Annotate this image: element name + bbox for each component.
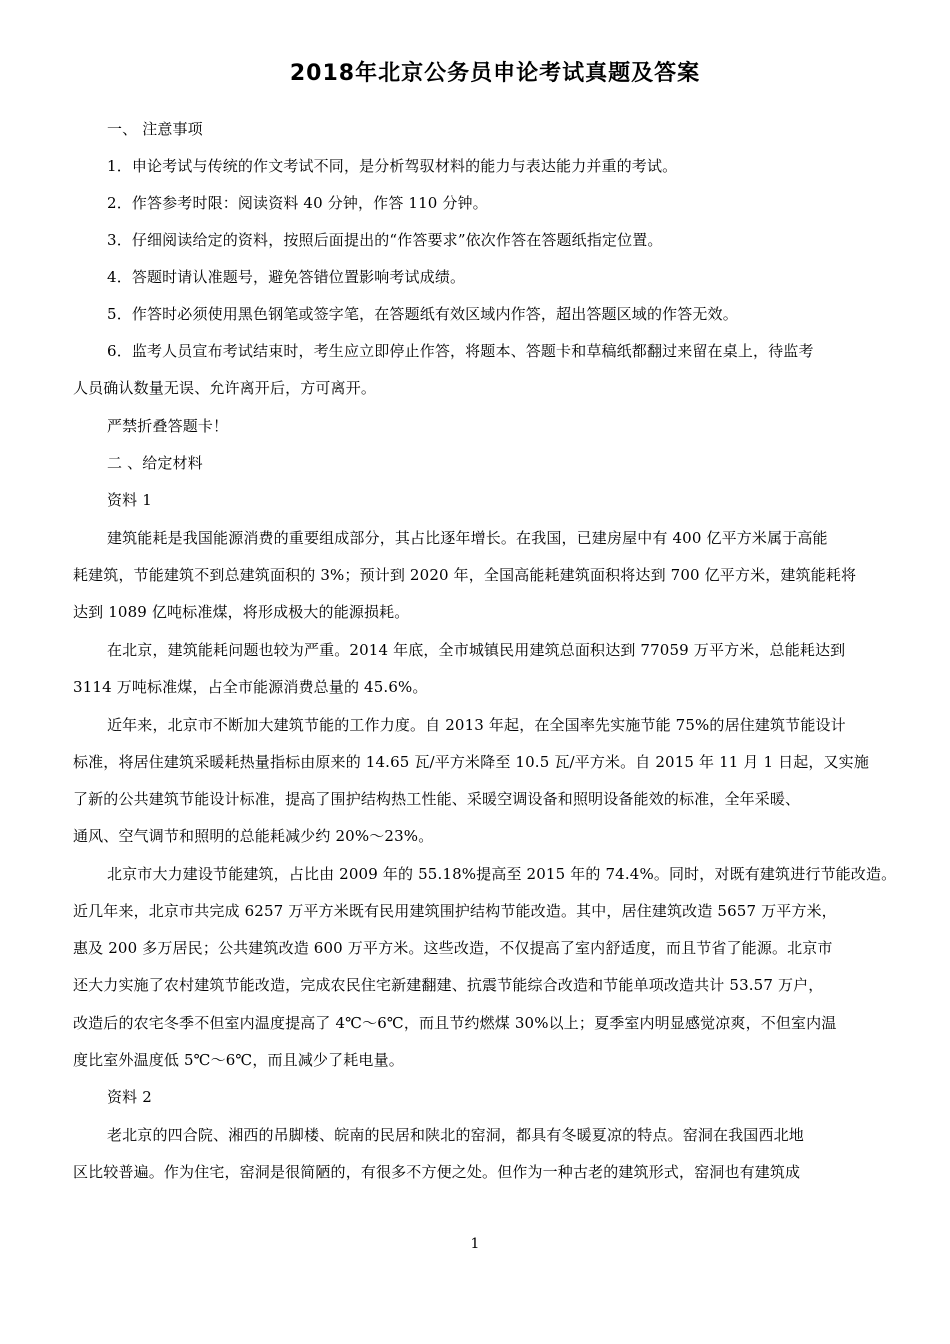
paragraph-line: 北京市大力建设节能建筑，占比由 2009 年的 55.18%提高至 2015 年的 74.4%。同时，对既有建筑进行节能改造。 [107,865,897,883]
section-heading-materials: 二 、给定材料 [107,454,203,472]
material-1-heading: 资料 1 [107,491,152,509]
paragraph-line: 老北京的四合院、湘西的吊脚楼、皖南的民居和陕北的窑洞，都具有冬暖夏凉的特点。窑洞在我国西北地 [107,1126,804,1144]
paragraph-line: 达到 1089 亿吨标准煤，将形成极大的能源损耗。 [73,603,410,621]
paragraph-line: 标准，将居住建筑采暖耗热量指标由原来的 14.65 瓦/平方米降至 10.5 瓦/平方米。自 2015 年 11 月 1 日起，又实施 [73,753,869,771]
paragraph-line: 还大力实施了农村建筑节能改造，完成农民住宅新建翻建、抗震节能综合改造和节能单项改造共计 53.57 万户， [73,976,824,994]
paragraph-line: 改造后的农宅冬季不但室内温度提高了 4℃～6℃，而且节约燃煤 30%以上；夏季室内明显感觉凉爽，不但室内温 [73,1014,837,1032]
paragraph-line: 耗建筑，节能建筑不到总建筑面积的 3%；预计到 2020 年，全国高能耗建筑面积将达到 700 亿平方米，建筑能耗将 [73,566,857,584]
note-item-4: 4．答题时请认准题号，避免答错位置影响考试成绩。 [107,268,466,286]
paragraph-line: 建筑能耗是我国能源消费的重要组成部分，其占比逐年增长。在我国，已建房屋中有 400 亿平方米属于高能 [107,529,828,547]
note-item-1: 1．申论考试与传统的作文考试不同，是分析驾驭材料的能力与表达能力并重的考试。 [107,157,678,175]
paragraph-line: 近年来，北京市不断加大建筑节能的工作力度。自 2013 年起，在全国率先实施节能 75%的居住建筑节能设计 [107,716,846,734]
paragraph-line: 通风、空气调节和照明的总能耗减少约 20%～23%。 [73,827,434,845]
note-item-6: 6．监考人员宣布考试结束时，考生应立即停止作答，将题本、答题卡和草稿纸都翻过来留在桌上，待监考 [107,342,814,360]
page-title: 2018年北京公务员申论考试真题及答案 [289,61,701,86]
paragraph-line: 度比室外温度低 5℃～6℃，而且减少了耗电量。 [73,1051,404,1069]
paragraph-line: 在北京，建筑能耗问题也较为严重。2014 年底，全市城镇民用建筑总面积达到 77059 万平方米，总能耗达到 [107,641,846,659]
page-number: 1 [470,1236,480,1252]
paragraph-line: 3114 万吨标准煤，占全市能源消费总量的 45.6%。 [73,678,428,696]
paragraph-line: 区比较普遍。作为住宅，窑洞是很简陋的，有很多不方便之处。但作为一种古老的建筑形式，窑洞也有建筑成 [73,1163,801,1181]
warning-no-folding: 严禁折叠答题卡！ [107,417,229,435]
note-item-2: 2．作答参考时限：阅读资料 40 分钟，作答 110 分钟。 [107,194,488,212]
section-heading-notes: 一、 注意事项 [107,120,203,138]
paragraph-line: 近几年来，北京市共完成 6257 万平方米既有民用建筑围护结构节能改造。其中，居住建筑改造 5657 万平方米， [73,902,837,920]
note-item-6-cont: 人员确认数量无误、允许离开后，方可离开。 [73,379,377,397]
material-2-heading: 资料 2 [107,1088,152,1106]
paragraph-line: 了新的公共建筑节能设计标准，提高了围护结构热工性能、采暖空调设备和照明设备能效的标准，全年采暖、 [73,790,801,808]
paragraph-line: 惠及 200 多万居民；公共建筑改造 600 万平方米。这些改造，不仅提高了室内舒适度，而且节省了能源。北京市 [73,939,833,957]
note-item-5: 5．作答时必须使用黑色钢笔或签字笔，在答题纸有效区域内作答，超出答题区域的作答无效。 [107,305,738,323]
note-item-3: 3．仔细阅读给定的资料，按照后面提出的“作答要求”依次作答在答题纸指定位置。 [107,231,663,249]
